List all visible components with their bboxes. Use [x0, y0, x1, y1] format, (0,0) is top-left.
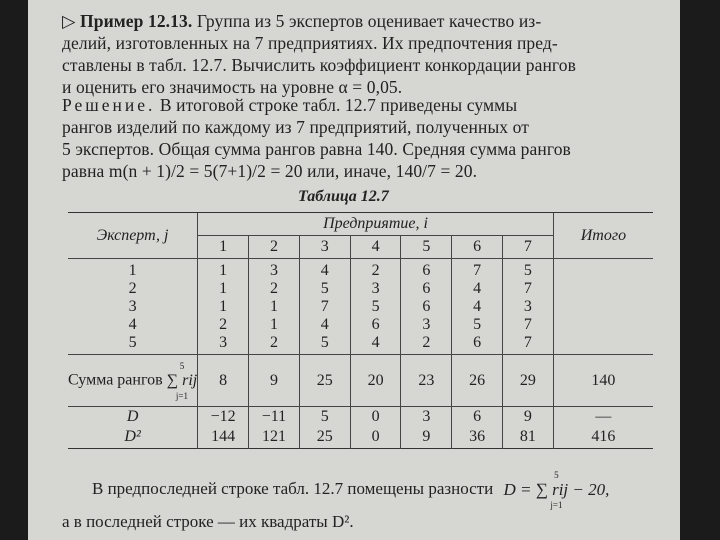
d-row [68, 407, 653, 427]
table-title: Таблица 12.7 [298, 188, 389, 205]
column-header: 7 [503, 236, 554, 259]
d2-cell: 0 [350, 427, 401, 449]
column-header: 2 [249, 236, 300, 259]
example-paragraph [62, 10, 662, 98]
d-cell: 5 [299, 407, 350, 427]
rank-column-5: 6 6 6 3 2 [401, 259, 452, 355]
d-cell: 9 [503, 407, 554, 427]
formula-upper-limit: 5 [554, 470, 559, 480]
rank-column-3: 4 5 7 4 5 [299, 259, 350, 355]
example-title: Пример 12.13. [80, 11, 193, 31]
solution-line-1: В итоговой строке табл. 12.7 приведены суммы [159, 95, 518, 115]
d-cell: −11 [249, 407, 300, 427]
d-cell: 0 [350, 407, 401, 427]
example-line-2: делий, изготовленных на 7 предприятиях. Их предпочтения пред- [62, 33, 558, 53]
example-line-3: ставлены в табл. 12.7. Вычислить коэффициент конкордации рангов [62, 55, 576, 75]
difference-formula: D = ∑ rij − 20, [503, 480, 610, 499]
textbook-page [28, 0, 680, 540]
ranks-table [68, 212, 653, 449]
rank-column-2: 3 2 1 1 2 [249, 259, 300, 355]
solution-line-2: рангов изделий по каждому из 7 предприятий, полученных от [62, 117, 529, 137]
enterprise-header: Предприятие, i [198, 213, 554, 236]
d2-cell: 25 [299, 427, 350, 449]
ranks-body [68, 259, 653, 355]
sum-cell: 29 [503, 355, 554, 407]
rank-column-7: 5 7 3 7 7 [503, 259, 554, 355]
expert-column: 1 2 3 4 5 [128, 261, 137, 351]
d2-cell: 121 [249, 427, 300, 449]
formula-lower-limit: j=1 [550, 500, 563, 510]
d2-row [68, 427, 653, 449]
sum-formula: ∑ rij [166, 371, 198, 389]
solution-label: Решение. [62, 95, 156, 115]
sum-cell: 8 [198, 355, 249, 407]
d2-cell: 144 [198, 427, 249, 449]
d-cell: −12 [198, 407, 249, 427]
sum-cell: 25 [299, 355, 350, 407]
example-line-1: Группа из 5 экспертов оценивает качество из- [196, 11, 542, 31]
sum-label: Сумма рангов [68, 371, 163, 389]
sum-row [68, 355, 653, 407]
column-header: 3 [299, 236, 350, 259]
sum-total-cell: 140 [553, 355, 653, 407]
column-header: 5 [401, 236, 452, 259]
example-line-4: и оценить его значимость на уровне α = 0,05. [62, 77, 403, 97]
expert-header: Эксперт, j [68, 213, 198, 259]
d2-label: D² [124, 428, 141, 446]
rank-column-1: 1 1 1 2 3 [198, 259, 249, 355]
column-header: 6 [452, 236, 503, 259]
sum-cell: 26 [452, 355, 503, 407]
total-header: Итого [553, 213, 653, 259]
sum-label-cell [68, 355, 198, 407]
footer-text-1: В предпоследней строке табл. 12.7 помещены разности [92, 478, 494, 498]
solution-line-4: равна m(n + 1)/2 = 5(7+1)/2 = 20 или, иначе, 140/7 = 20. [62, 161, 478, 181]
sum-upper-limit: 5 [179, 360, 185, 371]
footer-line-1 [92, 470, 609, 510]
sum-cell: 9 [249, 355, 300, 407]
d-total-cell: — [553, 407, 653, 427]
d-label: D [126, 407, 139, 425]
sum-cell: 23 [401, 355, 452, 407]
solution-line-3: 5 экспертов. Общая сумма рангов равна 140. Средняя сумма рангов [62, 139, 571, 159]
d2-cell: 81 [503, 427, 554, 449]
d-cell: 3 [401, 407, 452, 427]
total-empty-cell [553, 259, 653, 355]
sum-lower-limit: j=1 [175, 390, 188, 401]
triangle-marker-icon: ▷ [62, 11, 76, 31]
footer-line-2: а в последней строке — их квадраты D². [62, 512, 354, 531]
rank-column-4: 2 3 5 6 4 [350, 259, 401, 355]
d2-cell: 9 [401, 427, 452, 449]
d2-cell: 36 [452, 427, 503, 449]
d2-total-cell: 416 [553, 427, 653, 449]
column-header: 4 [350, 236, 401, 259]
column-header: 1 [198, 236, 249, 259]
sum-cell: 20 [350, 355, 401, 407]
solution-paragraph [62, 94, 662, 182]
d-cell: 6 [452, 407, 503, 427]
rank-column-6: 7 4 4 5 6 [452, 259, 503, 355]
